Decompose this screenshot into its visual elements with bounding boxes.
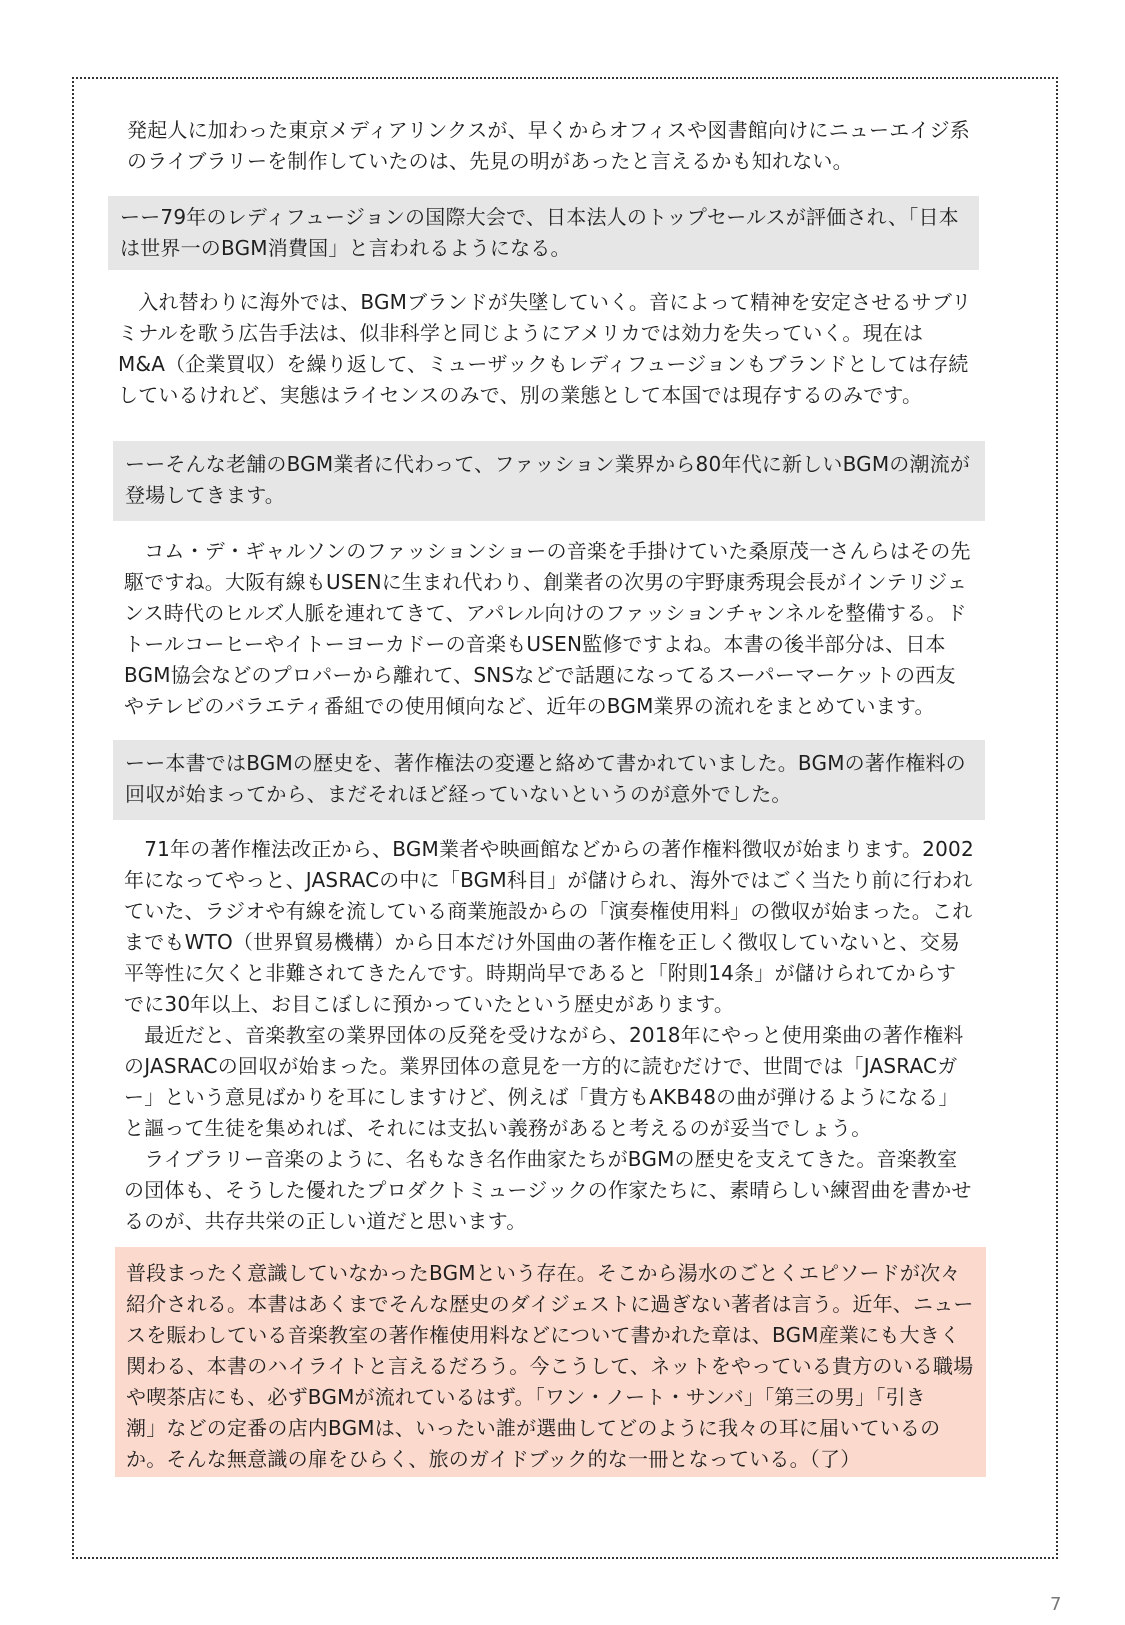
- interview-question-3: [113, 740, 985, 820]
- text-line: のライブラリーを制作していたのは、先見の明があったと言えるかも知れない。: [127, 149, 853, 173]
- text-line: のJASRACの回収が始まった。業界団体の意見を一方的に読むだけで、世間では「JASRACガ: [124, 1054, 958, 1078]
- text-line: ンス時代のヒルズ人脈を連れてきて、アパレル向けのファッションチャンネルを整備する。ド: [124, 601, 967, 625]
- paragraph-intro: [127, 115, 987, 177]
- text-line: 紹介される。本書はあくまでそんな歴史のダイジェストに過ぎない著者は言う。近年、ニュー: [126, 1292, 974, 1316]
- text-line: 関わる、本書のハイライトと言えるだろう。今こうして、ネットをやっている貴方のいる職場: [126, 1354, 974, 1378]
- text-line: は世界一のBGM消費国」と言われるようになる。: [120, 236, 571, 260]
- interview-answer-1: [118, 287, 986, 411]
- text-line: BGM協会などのプロパーから離れて、SNSなどで話題になってるスーパーマーケットの西友: [124, 663, 956, 687]
- text-line: ライブラリー音楽のように、名もなき名作曲家たちがBGMの歴史を支えてきた。音楽教室: [124, 1147, 958, 1171]
- review-summary: [115, 1247, 986, 1477]
- text-line: までもWTO（世界貿易機構）から日本だけ外国曲の著作権を正しく徴収していないと、交易: [124, 930, 961, 954]
- text-line: 年になってやっと、JASRACの中に「BGM科目」が儲けられ、海外ではごく当たり前に行われ: [124, 868, 973, 892]
- text-line: 駆ですね。大阪有線もUSENに生まれ代わり、創業者の次男の宇野康秀現会長がインテリジェ: [124, 570, 968, 594]
- text-line: るのが、共存共栄の正しい道だと思います。: [124, 1209, 527, 1233]
- text-line: ていた、ラジオや有線を流している商業施設からの「演奏権使用料」の徴収が始まった。これ: [124, 899, 973, 923]
- text-line: か。そんな無意識の扉をひらく、旅のガイドブック的な一冊となっている。（了）: [126, 1447, 861, 1471]
- text-line: しているけれど、実態はライセンスのみで、別の業態として本国では現存するのみです。: [118, 383, 923, 407]
- text-line: 入れ替わりに海外では、BGMブランドが失墜していく。音によって精神を安定させるサブリ: [118, 290, 972, 314]
- text-line: 平等性に欠くと非難されてきたんです。時期尚早であると「附則14条」が儲けられてからす: [124, 961, 957, 985]
- text-line: ー」という意見ばかりを耳にしますけど、例えば「貴方もAKB48の曲が弾けるようになる」: [124, 1085, 959, 1109]
- text-line: 71年の著作権法改正から、BGM業者や映画館などからの著作権料徴収が始まります。2002: [124, 837, 974, 861]
- interview-answer-2: [124, 536, 986, 722]
- text-line: 回収が始まってから、まだそれほど経っていないというのが意外でした。: [125, 782, 792, 806]
- text-line: 潮」などの定番の店内BGMは、いったい誰が選曲してどのように我々の耳に届いているの: [126, 1416, 941, 1440]
- text-line: 最近だと、音楽教室の業界団体の反発を受けながら、2018年にやっと使用楽曲の著作権料: [124, 1023, 964, 1047]
- text-line: ミナルを歌う広告手法は、似非科学と同じようにアメリカでは効力を失っていく。現在は: [118, 321, 924, 345]
- text-line: コム・デ・ギャルソンのファッションショーの音楽を手掛けていた桑原茂一さんらはその先: [124, 539, 971, 563]
- interview-question-1: [108, 196, 979, 270]
- text-line: やテレビのバラエティ番組での使用傾向など、近年のBGM業界の流れをまとめています。: [124, 694, 935, 718]
- text-line: ーーそんな老舗のBGM業者に代わって、ファッション業界から80年代に新しいBGMの潮流が: [125, 452, 971, 476]
- text-line: の団体も、そうした優れたプロダクトミュージックの作家たちに、素晴らしい練習曲を書かせ: [124, 1178, 972, 1202]
- text-line: や喫茶店にも、必ずBGMが流れているはず。「ワン・ノート・サンバ」「第三の男」「引き: [126, 1385, 926, 1409]
- text-line: ーー79年のレディフュージョンの国際大会で、日本法人のトップセールスが評価され、「日本: [120, 205, 959, 229]
- text-line: 登場してきます。: [125, 483, 285, 507]
- page-number: 7: [1050, 1594, 1062, 1615]
- text-line: と謳って生徒を集めれば、それには支払い義務があると考えるのが妥当でしょう。: [124, 1116, 872, 1140]
- interview-answer-3: [124, 834, 986, 1237]
- text-line: ーー本書ではBGMの歴史を、著作権法の変遷と絡めて書かれていました。BGMの著作権料の: [125, 751, 966, 775]
- text-line: M&A（企業買収）を繰り返して、ミューザックもレディフュージョンもブランドとしては存続: [118, 352, 969, 376]
- text-line: 発起人に加わった東京メディアリンクスが、早くからオフィスや図書館向けにニューエイジ系: [127, 118, 970, 142]
- text-line: トールコーヒーやイトーヨーカドーの音楽もUSEN監修ですよね。本書の後半部分は、日本: [124, 632, 946, 656]
- interview-question-2: [113, 441, 985, 521]
- text-line: スを賑わしている音楽教室の著作権使用料などについて書かれた章は、BGM産業にも大きく: [126, 1323, 961, 1347]
- text-line: 普段まったく意識していなかったBGMという存在。そこから湯水のごとくエピソードが次々: [126, 1261, 961, 1285]
- text-line: でに30年以上、お目こぼしに預かっていたという歴史があります。: [124, 992, 735, 1016]
